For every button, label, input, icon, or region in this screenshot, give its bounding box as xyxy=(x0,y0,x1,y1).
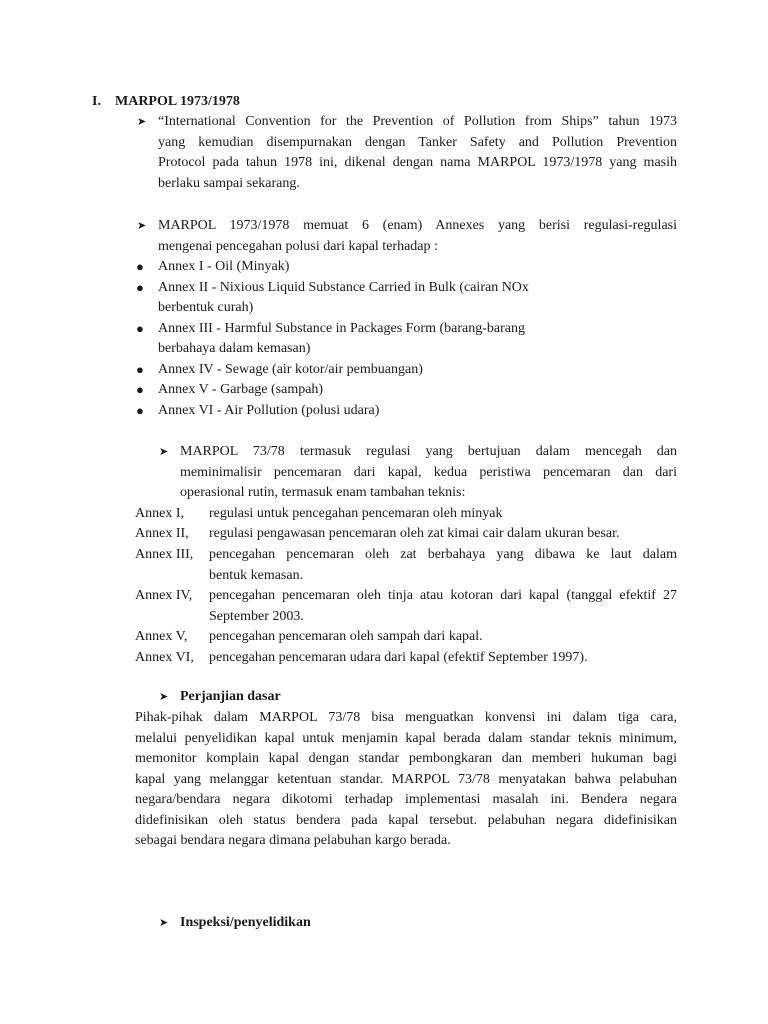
annex-description xyxy=(209,545,677,586)
subsection-title-inspeksi: Inspeksi/penyelidikan xyxy=(180,915,311,930)
annex-label: Annex VI, xyxy=(135,650,194,665)
perjanjian-paragraph xyxy=(135,708,677,852)
regulation-line: operasional rutin, termasuk enam tambahan teknis: xyxy=(180,485,466,500)
annex-description xyxy=(209,524,677,545)
annex-label: Annex V, xyxy=(135,629,188,644)
bullet-item-annex-4: Annex IV - Sewage (air kotor/air pembuangan) xyxy=(158,362,423,377)
annexes-intro-paragraph xyxy=(158,216,677,257)
annex-description-line: pencegahan pencemaran oleh tinja atau kotoran dari kapal (tanggal efektif 27 xyxy=(209,588,677,603)
intro-paragraph xyxy=(158,112,677,194)
perjanjian-line: didefinisikan oleh status bendera pada kapal tersebut. pelabuhan negara didefinisikan xyxy=(135,812,677,828)
round-bullet-icon: ● xyxy=(136,259,144,274)
annex-label: Annex III, xyxy=(135,547,194,562)
perjanjian-line: negara/bendara negara dikotomi terhadap implementasi masalah ini. Bendera negara xyxy=(135,792,677,807)
perjanjian-line: kapal yang melanggar ketentuan standar. MARPOL 73/78 menyatakan bahwa pelabuhan xyxy=(135,771,677,787)
bullet-item-annex-3-cont: berbahaya dalam kemasan) xyxy=(158,341,311,356)
annex-description xyxy=(209,627,677,648)
regulation-line: meminimalisir pencemaran dari kapal, kedua peristiwa pencemaran dan dari xyxy=(180,464,677,480)
annex-label: Annex IV, xyxy=(135,588,193,603)
annex-description-line: pencegahan pencemaran oleh zat berbahaya yang dibawa ke laut dalam xyxy=(209,547,677,562)
bullet-item-annex-3: Annex III - Harmful Substance in Packages Form (barang-barang xyxy=(158,321,525,336)
annexes-intro-line: mengenai pencegahan polusi dari kapal terhadap : xyxy=(158,238,438,254)
arrowhead-bullet-icon: ➤ xyxy=(137,116,147,128)
annexes-intro-line: MARPOL 1973/1978 memuat 6 (enam) Annexes yang berisi regulasi-regulasi xyxy=(158,218,677,233)
bullet-item-annex-2-cont: berbentuk curah) xyxy=(158,300,254,315)
subsection-title-perjanjian: Perjanjian dasar xyxy=(180,689,281,704)
regulation-line: MARPOL 73/78 termasuk regulasi yang bertujuan dalam mencegah dan xyxy=(180,444,677,459)
annex-description-line: regulasi pengawasan pencemaran oleh zat kimai cair dalam ukuran besar. xyxy=(209,526,620,541)
round-bullet-icon: ● xyxy=(136,403,144,418)
intro-line: berlaku sampai sekarang. xyxy=(158,175,300,191)
perjanjian-line: melalui penyelidikan kapal untuk menjamin kapal berada dalam standar teknis minimum, xyxy=(135,730,677,746)
intro-line: Protocol pada tahun 1978 ini, dikenal dengan nama MARPOL 1973/1978 yang masih xyxy=(158,155,677,170)
bullet-item-annex-2: Annex II - Nixious Liquid Substance Carried in Bulk (cairan NOx xyxy=(158,280,529,295)
annex-label: Annex II, xyxy=(135,526,189,541)
arrowhead-bullet-icon: ➤ xyxy=(137,220,147,232)
annex-description-line: regulasi untuk pencegahan pencemaran oleh minyak xyxy=(209,506,503,521)
intro-line: yang kemudian disempurnakan dengan Tanker Safety and Pollution Prevention xyxy=(158,134,677,150)
perjanjian-line: Pihak-pihak dalam MARPOL 73/78 bisa menguatkan konvensi ini dalam tiga cara, xyxy=(135,710,677,725)
perjanjian-line: memonitor komplain kapal dengan standar pembongkaran dan memberi hukuman bagi xyxy=(135,751,677,766)
annex-description xyxy=(209,648,677,669)
annex-description xyxy=(209,586,677,627)
bullet-item-annex-6: Annex VI - Air Pollution (polusi udara) xyxy=(158,403,380,418)
section-number: I. xyxy=(92,94,101,109)
round-bullet-icon: ● xyxy=(136,362,144,377)
bullet-item-annex-5: Annex V - Garbage (sampah) xyxy=(158,382,324,397)
round-bullet-icon: ● xyxy=(136,321,144,336)
arrowhead-bullet-icon: ➤ xyxy=(159,691,169,703)
round-bullet-icon: ● xyxy=(136,280,144,295)
annex-description xyxy=(209,504,677,525)
annex-description-line: September 2003. xyxy=(209,608,304,624)
perjanjian-line: sebagai bendara negara dimana pelabuhan kargo berada. xyxy=(135,833,451,848)
arrowhead-bullet-icon: ➤ xyxy=(159,917,169,929)
intro-line: “International Convention for the Prevention of Pollution from Ships” tahun 1973 xyxy=(158,114,677,129)
annex-description-line: pencegahan pencemaran udara dari kapal (efektif September 1997). xyxy=(209,650,588,665)
bullet-item-annex-1: Annex I - Oil (Minyak) xyxy=(158,259,290,274)
section-title: MARPOL 1973/1978 xyxy=(115,94,240,109)
annex-description-line: bentuk kemasan. xyxy=(209,567,304,583)
arrowhead-bullet-icon: ➤ xyxy=(159,446,169,458)
regulation-paragraph xyxy=(180,442,677,504)
annex-label: Annex I, xyxy=(135,506,184,521)
round-bullet-icon: ● xyxy=(136,382,144,397)
annex-description-line: pencegahan pencemaran oleh sampah dari kapal. xyxy=(209,629,483,644)
